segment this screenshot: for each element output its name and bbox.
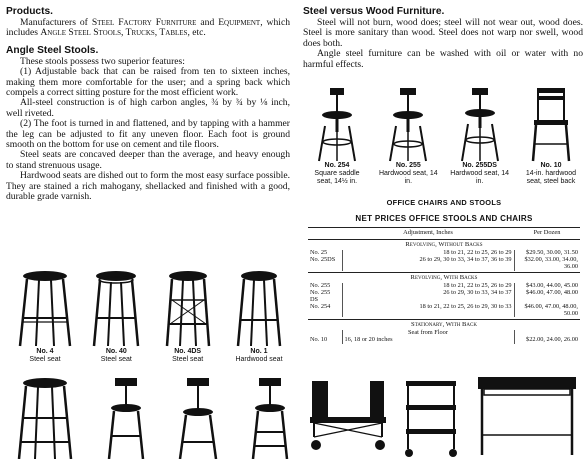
table-row: No. 25DS 26 to 29, 30 to 33, 34 to 37, 36 to 39 $32.00, 33.00, 34.00, 36.00	[310, 255, 578, 270]
section-revolving-with-backs: Revolving, With Backs	[410, 274, 478, 282]
stool-tall-back-illustration	[176, 376, 220, 459]
table-row: No. 25 18 to 21, 22 to 25, 26 to 29 $29.50, 30.00, 31.50	[310, 248, 578, 256]
feature-foot: (2) The foot is turned in and flattened, and by tapping with a hammer the leg can be adjusted to fit any uneven floor. Each foot is ground smooth on the bottom for use on cement and tile floors.	[6, 118, 290, 151]
steel-vs-wood-heading: Steel versus Wood Furniture.	[303, 6, 445, 17]
features-intro: These stools possess two superior features:	[20, 55, 185, 67]
left-column	[6, 6, 290, 203]
price-table	[308, 227, 580, 344]
col-per-dozen: Per Dozen	[514, 228, 580, 240]
stool-no-4ds: No. 4DS Steel seat	[157, 270, 219, 364]
section-revolving-without-backs: Revolving, Without Backs	[405, 240, 483, 248]
stool-with-step-illustration	[14, 376, 76, 459]
feature-adjustable-back: (1) Adjustable back that can be raised from ten to sixteen inches, making them more comfortable for the user; and a spring back which compels a correct sitting posture for the most efficient work.	[6, 66, 290, 99]
stool-no-40: No. 40 Steel seat	[85, 270, 147, 364]
hardwood-seats-paragraph: Hardwood seats are dished out to form the most easy surface possible. They are stained a rich mahogany, shellacked and finished with a good, durable grade varnish.	[6, 170, 290, 203]
seat-from-floor-subhead: Seat from Floor	[342, 330, 514, 337]
table-row: No. 10 16, 18 or 20 inches $22.00, 24.00, 26.00	[310, 335, 578, 343]
construction-paragraph: All-steel construction is of high carbon angles, ¾ by ¾ by ⅛ inch, well riveted.	[6, 97, 290, 119]
table-row: No. 254 18 to 21, 22 to 25, 26 to 29, 30 to 33 $46.00, 47.00, 48.00, 50.00	[310, 302, 578, 317]
washable-paragraph: Angle steel furniture can be washed with oil or water with no harmful effects.	[303, 48, 583, 70]
truck-illustration	[310, 381, 386, 450]
products-heading: Products.	[6, 6, 53, 17]
stool-no-254-illustration	[315, 86, 359, 162]
shelf-truck-illustration	[405, 381, 457, 457]
right-column	[303, 6, 583, 70]
stool-no-255ds-illustration	[458, 86, 502, 162]
price-table-header	[308, 228, 580, 240]
stool-row-3	[14, 376, 290, 459]
angle-steel-stools-heading: Angle Steel Stools.	[6, 44, 99, 56]
steel-seats-paragraph: Steel seats are concaved deeper than the average, and heavy enough to stand strenuous usage.	[6, 149, 290, 171]
stool-row-2	[306, 86, 582, 186]
section-stationary-with-back: Stationary, With Back	[411, 320, 477, 328]
stool-no-255ds: No. 255DS Hardwood seat, 14 in.	[449, 86, 511, 186]
chair-no-10: No. 10 14-in. hardwood seat, steel back	[520, 86, 582, 186]
table-row: No. 255 18 to 21, 22 to 25, 26 to 29 $43.00, 44.00, 45.00	[310, 281, 578, 289]
stool-no-4: No. 4 Steel seat	[14, 270, 76, 364]
stool-hardwood-back-illustration	[250, 376, 290, 459]
trucks-and-table-illustration	[308, 375, 582, 459]
stool-adjustable-back-illustration	[106, 376, 146, 459]
stool-no-40-illustration	[89, 270, 143, 348]
chair-no-10-illustration	[529, 86, 573, 162]
stool-no-1: No. 1 Hardwood seat	[228, 270, 290, 364]
stool-no-4ds-illustration	[162, 270, 214, 348]
work-table-illustration	[478, 377, 576, 455]
table-row: No. 255 DS 26 to 29, 30 to 33, 34 to 37 $46.00, 47.00, 48.00	[310, 288, 578, 303]
stool-no-1-illustration	[234, 270, 284, 348]
office-chairs-caption: OFFICE CHAIRS AND STOOLS	[386, 198, 502, 207]
stool-no-4-illustration	[15, 270, 75, 348]
stool-no-255: No. 255 Hardwood seat, 14 in.	[377, 86, 439, 186]
stool-no-254: No. 254 Square saddle seat, 14½ in.	[306, 86, 368, 186]
stool-no-255-illustration	[386, 86, 430, 162]
steel-vs-wood-paragraph: Steel will not burn, wood does; steel will not wear out, wood does. Steel is more sanitary than wood. Steel does not warp nor swell, wood does both.	[303, 17, 583, 49]
col-adjustment: Adjustment, Inches	[342, 228, 514, 240]
products-paragraph: Manufacturers of Steel Factory Furniture and Equipment, which includes Angle Steel Stools, Trucks, Tables, etc.	[6, 17, 290, 39]
price-table-title: NET PRICES OFFICE STOOLS AND CHAIRS	[355, 214, 533, 223]
stool-row-1	[14, 270, 290, 364]
